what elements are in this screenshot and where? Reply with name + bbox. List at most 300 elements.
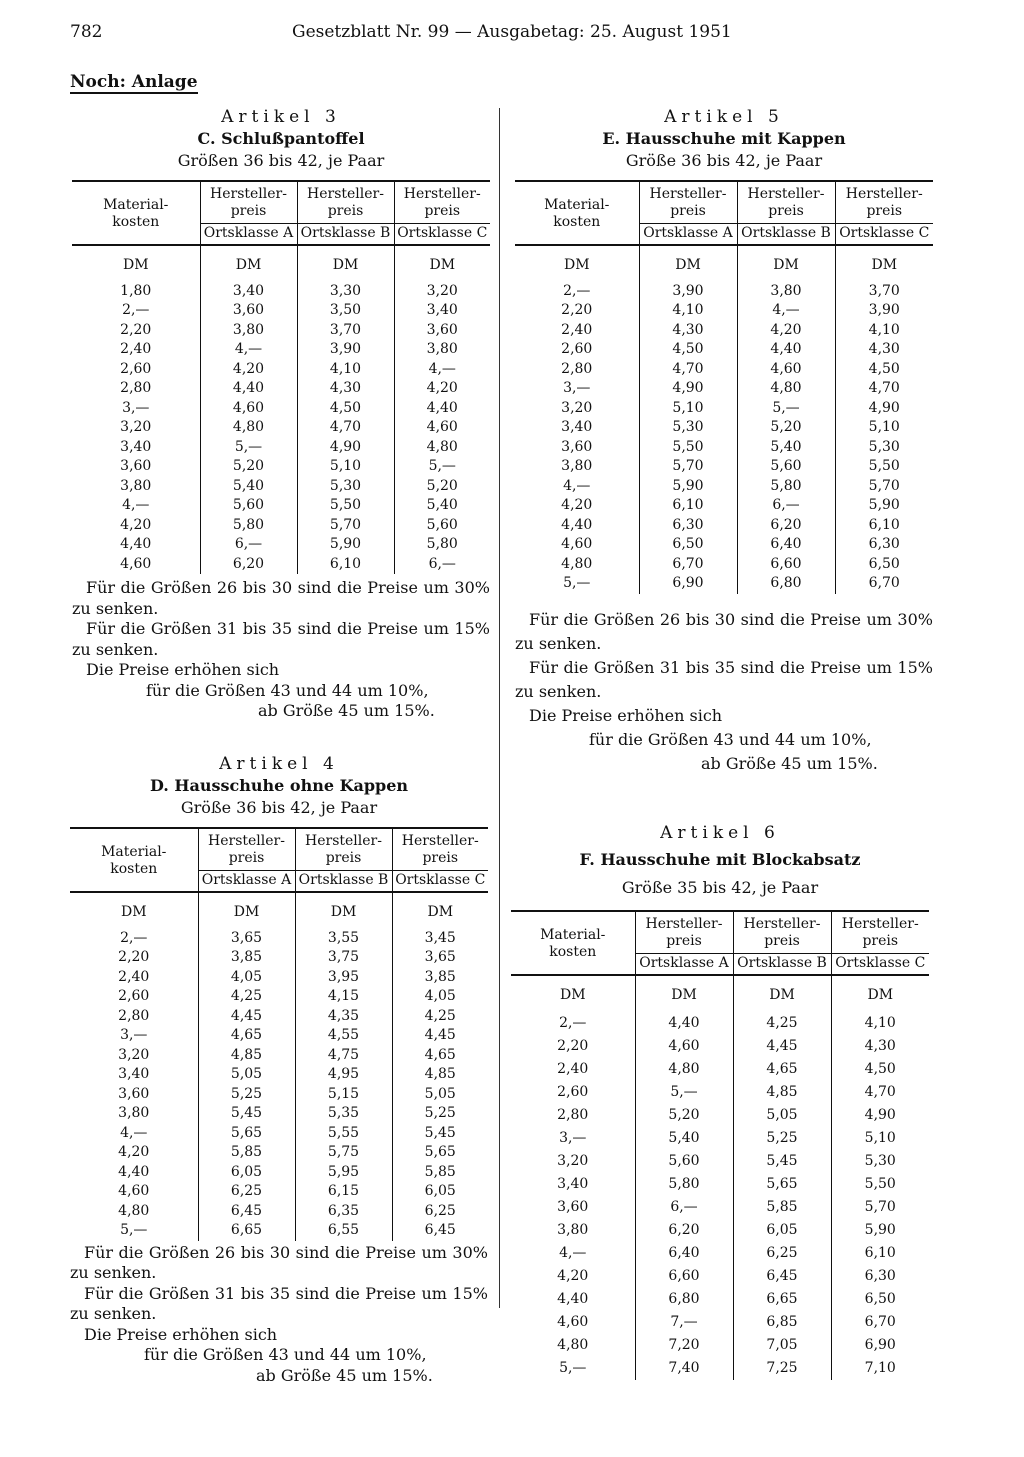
material-cost-cell: 4,—	[120, 1124, 148, 1141]
price-cell: 7,—	[635, 1311, 733, 1334]
manufacturer-price-header: Hersteller- preis	[394, 181, 490, 224]
price-cell: 5,40	[200, 477, 297, 497]
price-cell: 5,05	[198, 1065, 295, 1085]
price-cell: 6,45	[198, 1202, 295, 1222]
manufacturer-price-header: Hersteller- preis	[198, 828, 295, 871]
price-cell: 4,10	[831, 1012, 929, 1035]
artikel-5-section	[515, 106, 933, 776]
price-cell: 4,10	[297, 360, 394, 380]
material-cost-cell: 2,80	[561, 360, 593, 377]
price-cell: 5,75	[295, 1143, 392, 1163]
price-cell: 3,95	[295, 968, 392, 988]
article-title: E. Hausschuhe mit Kappen	[602, 129, 846, 148]
material-cost-cell: 5,—	[559, 1359, 587, 1376]
price-cell: 4,60	[635, 1035, 733, 1058]
material-cost-cell: 3,—	[559, 1129, 587, 1146]
material-cost-cell: 5,—	[120, 1222, 148, 1238]
price-cell: 3,55	[295, 929, 392, 949]
table-row	[72, 282, 490, 302]
table-row	[511, 1311, 929, 1334]
price-cell: 6,40	[635, 1242, 733, 1265]
material-cost-cell: 3,20	[120, 419, 152, 435]
material-cost-cell: 3,80	[120, 477, 152, 494]
price-cell: 5,65	[733, 1173, 831, 1196]
material-cost-cell: 3,60	[561, 438, 593, 455]
artikel-heading: Artikel 4	[219, 754, 339, 774]
material-cost-cell: 3,40	[561, 419, 593, 435]
price-cell: 3,70	[835, 282, 933, 302]
material-cost-cell: 4,20	[118, 1144, 150, 1160]
price-cell: 5,65	[198, 1124, 295, 1144]
price-cell: 4,—	[737, 301, 835, 321]
manufacturer-price-header: Hersteller- preis	[639, 181, 737, 224]
table-row	[72, 477, 490, 497]
material-cost-cell: 4,—	[122, 497, 150, 513]
price-cell: 5,35	[295, 1104, 392, 1124]
price-cell: 5,05	[392, 1085, 488, 1105]
table-row	[515, 555, 933, 575]
material-cost-cell: 3,—	[122, 399, 150, 416]
price-cell: 5,85	[392, 1163, 488, 1183]
price-cell: 5,55	[295, 1124, 392, 1144]
price-cell: 4,20	[737, 321, 835, 341]
material-cost-cell: 5,—	[563, 575, 591, 591]
price-cell: 6,—	[635, 1196, 733, 1219]
article-title: C. Schlußpantoffel	[197, 129, 365, 148]
material-costs-header: Material- kosten	[515, 181, 639, 245]
price-cell: 4,05	[392, 987, 488, 1007]
table-row	[515, 321, 933, 341]
price-cell: 6,25	[392, 1202, 488, 1222]
price-cell: 4,50	[297, 399, 394, 419]
price-cell: 6,25	[733, 1242, 831, 1265]
price-cell: 6,65	[198, 1221, 295, 1241]
table-row	[515, 477, 933, 497]
manufacturer-price-header: Hersteller- preis	[392, 828, 488, 871]
table-row	[511, 1265, 929, 1288]
price-cell: 3,65	[392, 948, 488, 968]
price-cell: 4,50	[831, 1058, 929, 1081]
material-cost-cell: 2,—	[559, 1014, 587, 1031]
table-row	[70, 929, 488, 949]
price-cell: 5,15	[295, 1085, 392, 1105]
price-cell: 5,50	[297, 496, 394, 516]
material-cost-cell: 2,20	[557, 1037, 589, 1054]
material-cost-cell: 2,40	[118, 968, 150, 985]
column-divider	[499, 108, 500, 1308]
table-row	[70, 1163, 488, 1183]
price-cell: 6,60	[635, 1265, 733, 1288]
table-row	[72, 535, 490, 555]
table-row	[72, 379, 490, 399]
table-row	[511, 1334, 929, 1357]
table-row	[511, 1035, 929, 1058]
price-cell: 5,40	[394, 496, 490, 516]
price-cell: 4,—	[200, 340, 297, 360]
ortsklasse-c-header: Ortsklasse C	[392, 871, 488, 893]
price-cell: 5,—	[394, 457, 490, 477]
table-row	[72, 438, 490, 458]
price-cell: 4,95	[295, 1065, 392, 1085]
price-cell: 5,80	[635, 1173, 733, 1196]
price-cell: 4,90	[835, 399, 933, 419]
table-row	[72, 399, 490, 419]
price-cell: 5,60	[635, 1150, 733, 1173]
table-row	[70, 948, 488, 968]
price-cell: 3,30	[297, 282, 394, 302]
table-row	[72, 360, 490, 380]
price-notes: Für die Größen 26 bis 30 sind die Preise um 30% zu senken. Für die Größen 31 bis 35 sind die Preise um 15% zu senken. Die Preise erhöhen sich für die Größen 43 und 44 um 10%, ab Größe 45 um 15%.	[72, 578, 490, 720]
price-cell: 4,45	[733, 1035, 831, 1058]
price-cell: 3,75	[295, 948, 392, 968]
table-row	[515, 340, 933, 360]
price-cell: 3,50	[297, 301, 394, 321]
ortsklasse-b-header: Ortsklasse B	[295, 871, 392, 893]
artikel-heading: Artikel 5	[664, 107, 784, 127]
price-cell: 4,80	[737, 379, 835, 399]
artikel-heading: Artikel 6	[660, 823, 780, 843]
price-cell: 4,70	[835, 379, 933, 399]
price-cell: 5,95	[295, 1163, 392, 1183]
table-row	[515, 360, 933, 380]
price-cell: 4,20	[200, 360, 297, 380]
price-cell: 5,20	[394, 477, 490, 497]
price-cell: 4,10	[639, 301, 737, 321]
ortsklasse-b-header: Ortsklasse B	[297, 224, 394, 246]
material-cost-cell: 3,20	[118, 1046, 150, 1063]
artikel-heading: Artikel 3	[221, 107, 341, 127]
price-cell: 4,85	[392, 1065, 488, 1085]
material-cost-cell: 2,40	[557, 1060, 589, 1077]
price-cell: 3,85	[392, 968, 488, 988]
price-cell: 4,05	[198, 968, 295, 988]
price-cell: 5,30	[831, 1150, 929, 1173]
price-cell: 6,—	[737, 496, 835, 516]
material-cost-cell: 4,80	[557, 1336, 589, 1353]
table-row	[70, 1104, 488, 1124]
price-cell: 4,80	[635, 1058, 733, 1081]
price-cell: 3,60	[200, 301, 297, 321]
table-row	[515, 574, 933, 594]
ortsklasse-c-header: Ortsklasse C	[835, 224, 933, 246]
page-number: 782	[70, 22, 103, 42]
gazette-header: Gesetzblatt Nr. 99 — Ausgabetag: 25. August 1951	[292, 22, 732, 42]
price-cell: 4,60	[394, 418, 490, 438]
material-cost-cell: 4,60	[557, 1313, 589, 1330]
price-cell: 4,15	[295, 987, 392, 1007]
price-notes: Für die Größen 26 bis 30 sind die Preise um 30% zu senken. Für die Größen 31 bis 35 sind die Preise um 15% zu senken. Die Preise erhöhen sich für die Größen 43 und 44 um 10%, ab Größe 45 um 15%.	[70, 1242, 488, 1385]
unit-row: DM DM DM DM	[72, 245, 490, 282]
unit-row: DM DM DM DM	[511, 975, 929, 1012]
article-subtitle: Größe 35 bis 42, je Paar	[621, 878, 819, 897]
price-cell: 3,80	[394, 340, 490, 360]
material-cost-cell: 4,20	[120, 516, 152, 533]
price-cell: 6,30	[835, 535, 933, 555]
table-row	[70, 1124, 488, 1144]
table-row	[511, 1150, 929, 1173]
price-cell: 6,70	[835, 574, 933, 594]
price-cell: 3,90	[297, 340, 394, 360]
price-cell: 5,20	[200, 457, 297, 477]
price-cell: 3,40	[394, 301, 490, 321]
price-cell: 3,80	[737, 282, 835, 302]
material-cost-cell: 2,60	[120, 360, 152, 377]
table-row	[72, 516, 490, 536]
price-cell: 4,70	[297, 418, 394, 438]
price-cell: 5,70	[639, 457, 737, 477]
price-cell: 4,25	[392, 1007, 488, 1027]
price-cell: 4,70	[639, 360, 737, 380]
price-cell: 5,30	[297, 477, 394, 497]
table-row	[511, 1058, 929, 1081]
price-cell: 4,40	[635, 1012, 733, 1035]
price-cell: 4,65	[198, 1026, 295, 1046]
table-row	[515, 418, 933, 438]
material-cost-cell: 4,40	[118, 1163, 150, 1180]
price-cell: 5,70	[831, 1196, 929, 1219]
price-cell: 4,55	[295, 1026, 392, 1046]
price-cell: 5,45	[198, 1104, 295, 1124]
price-cell: 3,90	[639, 282, 737, 302]
price-cell: 5,10	[831, 1127, 929, 1150]
material-cost-cell: 2,80	[120, 380, 152, 396]
price-cell: 5,25	[198, 1085, 295, 1105]
price-cell: 3,20	[394, 282, 490, 302]
material-cost-cell: 2,—	[122, 302, 150, 318]
table-row	[515, 438, 933, 458]
unit-row: DM DM DM DM	[515, 245, 933, 282]
table-row	[515, 399, 933, 419]
article-title: F. Hausschuhe mit Blockabsatz	[579, 850, 861, 869]
material-cost-cell: 4,60	[118, 1183, 150, 1199]
price-cell: 5,70	[297, 516, 394, 536]
table-row	[511, 1081, 929, 1104]
price-cell: 5,65	[392, 1143, 488, 1163]
price-cell: 6,70	[831, 1311, 929, 1334]
price-cell: 5,10	[639, 399, 737, 419]
table-row	[72, 496, 490, 516]
table-row	[515, 282, 933, 302]
unit-row: DM DM DM DM	[70, 892, 488, 929]
table-row	[72, 321, 490, 341]
price-cell: 4,65	[733, 1058, 831, 1081]
material-cost-cell: 4,40	[120, 536, 152, 552]
table-row	[511, 1219, 929, 1242]
material-cost-cell: 1,80	[120, 282, 152, 299]
price-cell: 6,80	[737, 574, 835, 594]
price-cell: 3,60	[394, 321, 490, 341]
price-cell: 6,60	[737, 555, 835, 575]
price-cell: 6,50	[639, 535, 737, 555]
manufacturer-price-header: Hersteller- preis	[835, 181, 933, 224]
price-cell: 3,90	[835, 301, 933, 321]
material-cost-cell: 4,20	[561, 497, 593, 513]
table-row	[70, 1085, 488, 1105]
ortsklasse-a-header: Ortsklasse A	[198, 871, 295, 893]
price-cell: 5,50	[831, 1173, 929, 1196]
price-cell: 5,90	[835, 496, 933, 516]
price-cell: 7,20	[635, 1334, 733, 1357]
price-cell: 6,35	[295, 1202, 392, 1222]
price-table	[511, 910, 929, 1380]
price-cell: 5,45	[733, 1150, 831, 1173]
price-cell: 4,85	[198, 1046, 295, 1066]
price-cell: 4,—	[394, 360, 490, 380]
ortsklasse-a-header: Ortsklasse A	[200, 224, 297, 246]
table-row	[70, 1143, 488, 1163]
ortsklasse-a-header: Ortsklasse A	[635, 954, 733, 976]
table-row	[511, 1357, 929, 1380]
price-cell: 6,20	[737, 516, 835, 536]
price-cell: 4,65	[392, 1046, 488, 1066]
ortsklasse-c-header: Ortsklasse C	[831, 954, 929, 976]
price-cell: 6,70	[639, 555, 737, 575]
material-cost-cell: 4,40	[561, 516, 593, 533]
material-cost-cell: 3,40	[118, 1066, 150, 1082]
price-cell: 5,25	[733, 1127, 831, 1150]
price-table	[70, 827, 488, 1241]
price-cell: 5,60	[200, 496, 297, 516]
price-cell: 5,60	[737, 457, 835, 477]
material-cost-cell: 4,60	[561, 536, 593, 552]
price-cell: 6,45	[733, 1265, 831, 1288]
price-cell: 4,10	[835, 321, 933, 341]
price-table	[72, 180, 490, 574]
price-cell: 5,80	[200, 516, 297, 536]
price-cell: 4,30	[297, 379, 394, 399]
price-cell: 6,05	[198, 1163, 295, 1183]
artikel-4-section	[70, 753, 488, 1386]
table-row	[72, 301, 490, 321]
price-cell: 4,90	[639, 379, 737, 399]
price-cell: 7,40	[635, 1357, 733, 1380]
price-cell: 5,80	[394, 535, 490, 555]
table-row	[70, 1065, 488, 1085]
artikel-3-section	[72, 106, 490, 722]
article-subtitle: Größe 36 bis 42, je Paar	[625, 151, 823, 170]
price-cell: 5,60	[394, 516, 490, 536]
price-cell: 5,30	[639, 418, 737, 438]
price-cell: 5,10	[835, 418, 933, 438]
price-cell: 6,05	[392, 1182, 488, 1202]
price-cell: 4,45	[392, 1026, 488, 1046]
price-cell: 6,65	[733, 1288, 831, 1311]
material-cost-cell: 2,20	[118, 949, 150, 965]
price-cell: 6,30	[831, 1265, 929, 1288]
price-cell: 6,85	[733, 1311, 831, 1334]
material-cost-cell: 2,80	[557, 1106, 589, 1123]
price-table	[515, 180, 933, 594]
material-cost-cell: 4,—	[559, 1244, 587, 1261]
article-title: D. Hausschuhe ohne Kappen	[149, 776, 409, 795]
table-row	[70, 1007, 488, 1027]
price-cell: 6,30	[639, 516, 737, 536]
price-cell: 5,05	[733, 1104, 831, 1127]
price-cell: 6,55	[295, 1221, 392, 1241]
table-row	[70, 987, 488, 1007]
material-cost-cell: 4,—	[563, 477, 591, 494]
table-row	[511, 1127, 929, 1150]
price-cell: 4,30	[835, 340, 933, 360]
price-cell: 6,—	[200, 535, 297, 555]
price-cell: 5,30	[835, 438, 933, 458]
price-cell: 6,—	[394, 555, 490, 575]
table-row	[515, 379, 933, 399]
material-cost-cell: 3,80	[118, 1105, 150, 1121]
material-cost-cell: 3,20	[557, 1152, 589, 1169]
price-cell: 3,80	[200, 321, 297, 341]
ortsklasse-b-header: Ortsklasse B	[733, 954, 831, 976]
price-cell: 4,85	[733, 1081, 831, 1104]
material-cost-cell: 3,20	[561, 399, 593, 416]
table-row	[511, 1242, 929, 1265]
material-cost-cell: 3,60	[120, 458, 152, 474]
price-cell: 4,30	[639, 321, 737, 341]
price-cell: 6,80	[635, 1288, 733, 1311]
table-row	[70, 1182, 488, 1202]
price-cell: 6,10	[831, 1242, 929, 1265]
table-row	[70, 1202, 488, 1222]
manufacturer-price-header: Hersteller- preis	[831, 911, 929, 954]
price-cell: 5,10	[297, 457, 394, 477]
price-cell: 7,25	[733, 1357, 831, 1380]
price-cell: 4,40	[737, 340, 835, 360]
price-cell: 3,70	[297, 321, 394, 341]
price-cell: 7,10	[831, 1357, 929, 1380]
material-cost-cell: 2,—	[563, 282, 591, 299]
material-costs-header: Material- kosten	[70, 828, 198, 892]
table-row	[515, 457, 933, 477]
table-row	[515, 301, 933, 321]
manufacturer-price-header: Hersteller- preis	[737, 181, 835, 224]
price-cell: 5,85	[733, 1196, 831, 1219]
material-cost-cell: 3,80	[561, 458, 593, 474]
manufacturer-price-header: Hersteller- preis	[200, 181, 297, 224]
price-cell: 6,25	[198, 1182, 295, 1202]
price-cell: 6,10	[639, 496, 737, 516]
material-cost-cell: 4,80	[561, 555, 593, 572]
table-row	[511, 1196, 929, 1219]
table-row	[511, 1288, 929, 1311]
table-row	[72, 340, 490, 360]
price-cell: 5,—	[635, 1081, 733, 1104]
price-cell: 6,10	[835, 516, 933, 536]
table-row	[70, 1026, 488, 1046]
price-cell: 5,50	[835, 457, 933, 477]
price-notes: Für die Größen 26 bis 30 sind die Preise um 30% zu senken. Für die Größen 31 bis 35 sind die Preise um 15% zu senken. Die Preise erhöhen sich für die Größen 43 und 44 um 10%, ab Größe 45 um 15%.	[515, 609, 933, 773]
table-row	[515, 496, 933, 516]
price-cell: 4,40	[200, 379, 297, 399]
table-row	[515, 516, 933, 536]
price-cell: 4,45	[198, 1007, 295, 1027]
manufacturer-price-header: Hersteller- preis	[297, 181, 394, 224]
material-cost-cell: 3,40	[120, 438, 152, 455]
price-cell: 5,85	[198, 1143, 295, 1163]
price-cell: 5,40	[737, 438, 835, 458]
price-cell: 5,—	[200, 438, 297, 458]
price-cell: 4,60	[737, 360, 835, 380]
price-cell: 4,50	[639, 340, 737, 360]
price-cell: 5,70	[835, 477, 933, 497]
price-cell: 3,40	[200, 282, 297, 302]
material-cost-cell: 4,20	[557, 1267, 589, 1284]
price-cell: 5,90	[831, 1219, 929, 1242]
material-cost-cell: 2,40	[120, 341, 152, 357]
price-cell: 6,20	[635, 1219, 733, 1242]
material-cost-cell: 2,20	[561, 302, 593, 318]
table-row	[511, 1104, 929, 1127]
table-row	[72, 418, 490, 438]
